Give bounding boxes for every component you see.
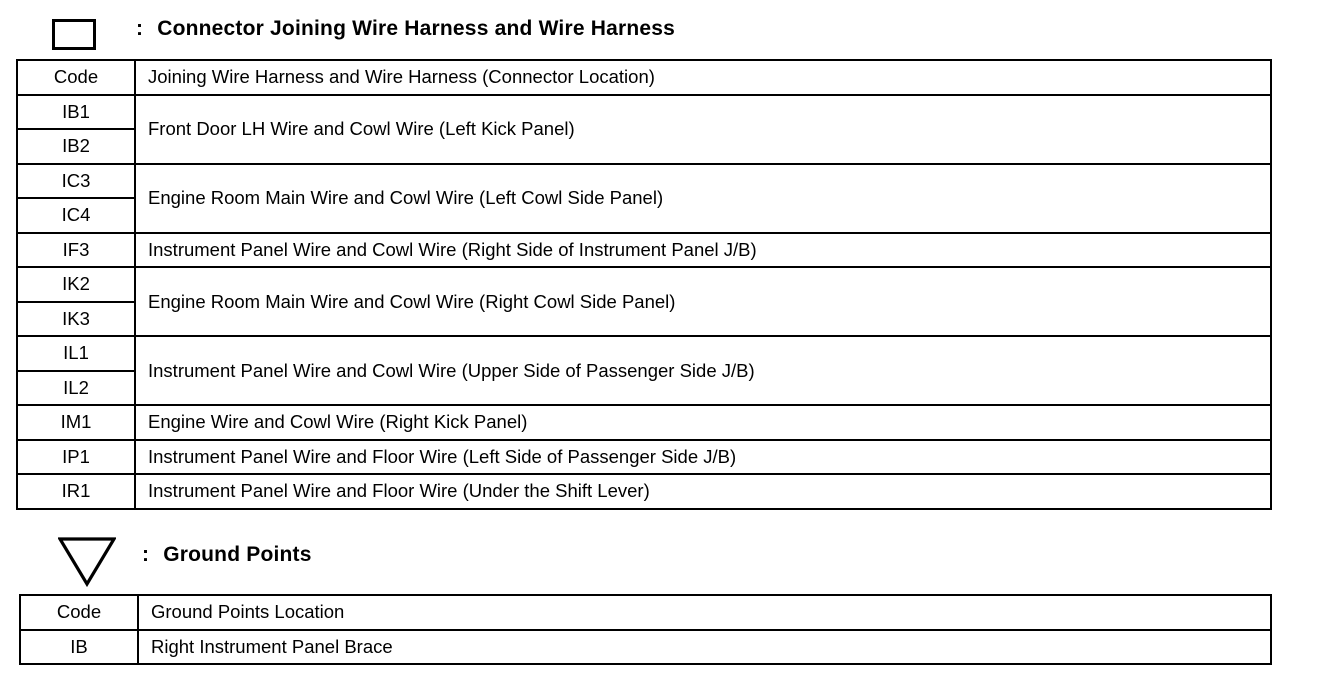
- table-row: [17, 233, 1271, 268]
- table-header-row: [20, 595, 1271, 630]
- square-outline-icon: [52, 19, 96, 50]
- down-triangle-outline-icon: [58, 537, 116, 587]
- ground-table: [19, 594, 1272, 665]
- table-row: [17, 95, 1271, 130]
- connector-code: IF3: [17, 233, 135, 268]
- connector-code: IL2: [17, 371, 135, 406]
- connector-code: IK2: [17, 267, 135, 302]
- ground-table-body: [20, 595, 1271, 664]
- code-header: Code: [17, 60, 135, 95]
- table-row: [17, 267, 1271, 302]
- location-description: Engine Room Main Wire and Cowl Wire (Right Cowl Side Panel): [135, 267, 1271, 336]
- connector-code: IC3: [17, 164, 135, 199]
- table-row: [20, 630, 1271, 665]
- colon: :: [136, 17, 144, 40]
- table-row: [17, 336, 1271, 371]
- location-description: Instrument Panel Wire and Floor Wire (Left Side of Passenger Side J/B): [135, 440, 1271, 475]
- connector-code: IB1: [17, 95, 135, 130]
- colon: :: [142, 543, 150, 566]
- table-row: [17, 164, 1271, 199]
- connector-table-body: [17, 60, 1271, 509]
- ground-section-title: [142, 543, 312, 567]
- location-description: Engine Wire and Cowl Wire (Right Kick Panel): [135, 405, 1271, 440]
- table-row: [17, 405, 1271, 440]
- connector-code: IB: [20, 630, 138, 665]
- connector-code: IP1: [17, 440, 135, 475]
- connector-code: IL1: [17, 336, 135, 371]
- code-header: Code: [20, 595, 138, 630]
- location-header: Ground Points Location: [138, 595, 1271, 630]
- connector-code: IR1: [17, 474, 135, 509]
- connector-section-title: [136, 17, 675, 41]
- location-description: Instrument Panel Wire and Floor Wire (Under the Shift Lever): [135, 474, 1271, 509]
- location-description: Front Door LH Wire and Cowl Wire (Left Kick Panel): [135, 95, 1271, 164]
- connector-title-text: Connector Joining Wire Harness and Wire Harness: [157, 17, 676, 40]
- connector-code: IK3: [17, 302, 135, 337]
- location-description: Engine Room Main Wire and Cowl Wire (Left Cowl Side Panel): [135, 164, 1271, 233]
- location-description: Instrument Panel Wire and Cowl Wire (Upper Side of Passenger Side J/B): [135, 336, 1271, 405]
- connector-code: IM1: [17, 405, 135, 440]
- connector-code: IB2: [17, 129, 135, 164]
- table-header-row: [17, 60, 1271, 95]
- connector-table: [16, 59, 1272, 510]
- connector-code: IC4: [17, 198, 135, 233]
- table-row: [17, 440, 1271, 475]
- ground-title-text: Ground Points: [163, 543, 312, 566]
- location-description: Instrument Panel Wire and Cowl Wire (Right Side of Instrument Panel J/B): [135, 233, 1271, 268]
- table-row: [17, 474, 1271, 509]
- location-header: Joining Wire Harness and Wire Harness (Connector Location): [135, 60, 1271, 95]
- location-description: Right Instrument Panel Brace: [138, 630, 1271, 665]
